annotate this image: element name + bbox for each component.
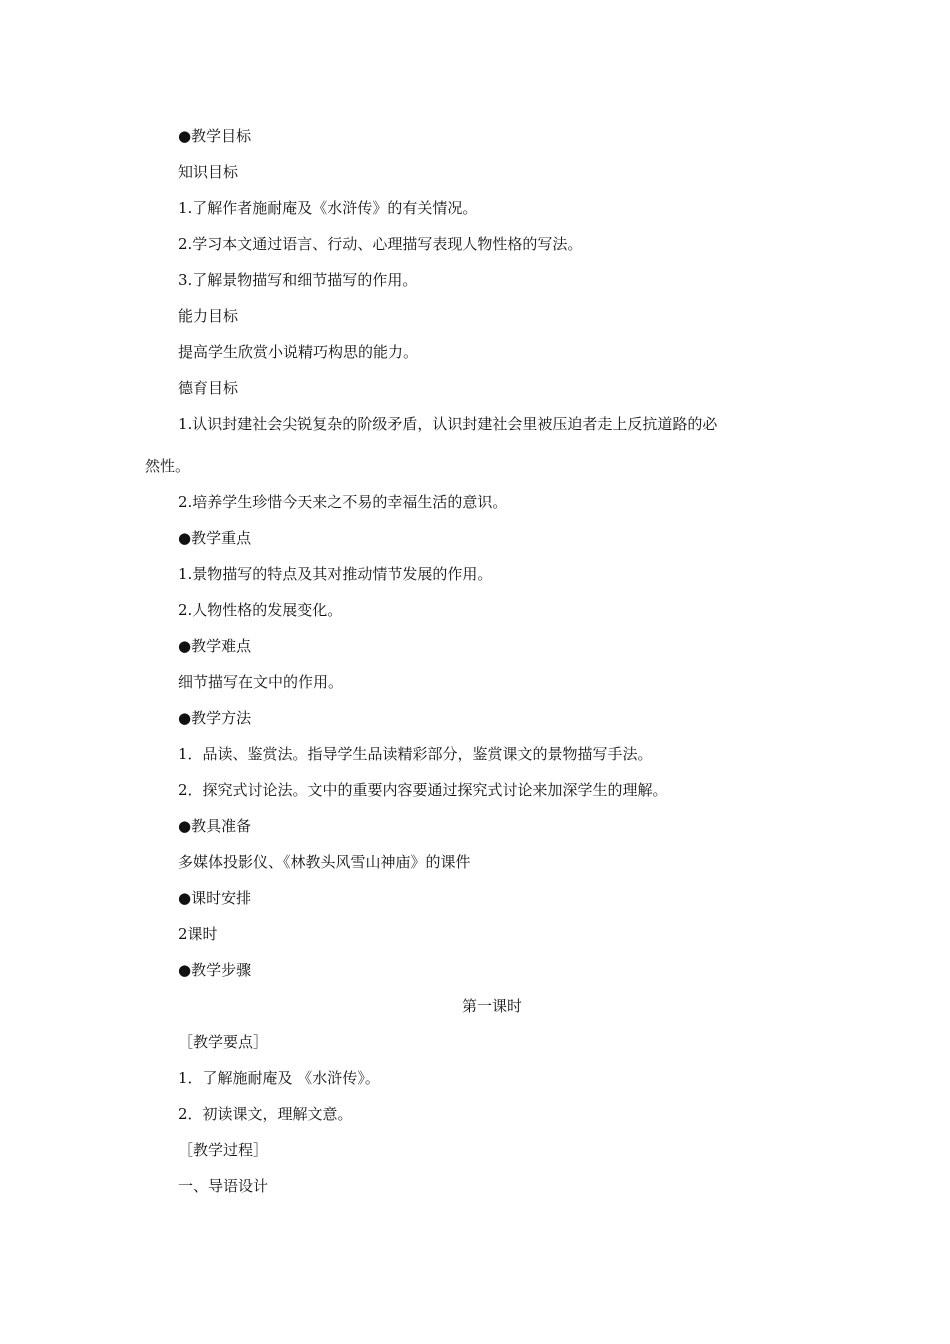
subheading-teaching-process: ［教学过程］ (178, 1141, 269, 1159)
subheading-ability: 能力目标 (178, 307, 239, 325)
paragraph: 细节描写在文中的作用。 (178, 673, 344, 691)
paragraph: 多媒体投影仪、《林教头风雪山神庙》的课件 (178, 853, 471, 871)
section-heading-objectives: ●教学目标 (178, 127, 252, 145)
section-heading-difficulties: ●教学难点 (178, 637, 252, 655)
paragraph: 3.了解景物描写和细节描写的作用。 (178, 271, 418, 289)
paragraph: 2.学习本文通过语言、行动、心理描写表现人物性格的写法。 (178, 235, 583, 253)
section-heading-methods: ●教学方法 (178, 709, 252, 727)
section-heading-materials: ●教具准备 (178, 817, 252, 835)
paragraph: 2．探究式讨论法。文中的重要内容要通过探究式讨论来加深学生的理解。 (178, 781, 668, 799)
paragraph: 1.景物描写的特点及其对推动情节发展的作用。 (178, 565, 493, 583)
paragraph: 2.培养学生珍惜今天来之不易的幸福生活的意识。 (178, 493, 508, 511)
paragraph: 1．品读、鉴赏法。指导学生品读精彩部分，鉴赏课文的景物描写手法。 (178, 745, 653, 763)
subheading-moral: 德育目标 (178, 379, 239, 397)
subheading-lesson-points: ［教学要点］ (178, 1033, 269, 1051)
paragraph: 1.认识封建社会尖锐复杂的阶级矛盾，认识封建社会里被压迫者走上反抗道路的必 (178, 415, 718, 433)
subheading-knowledge: 知识目标 (178, 163, 239, 181)
lesson-title: 第一课时 (461, 997, 522, 1015)
paragraph: 2．初读课文，理解文意。 (178, 1105, 353, 1123)
section-heading-steps: ●教学步骤 (178, 961, 252, 979)
section-heading-schedule: ●课时安排 (178, 889, 252, 907)
paragraph-continuation: 然性。 (145, 457, 191, 475)
paragraph: 提高学生欣赏小说精巧构思的能力。 (178, 343, 419, 361)
section-heading-key-points: ●教学重点 (178, 529, 252, 547)
paragraph: 1．了解施耐庵及 《水浒传》。 (178, 1069, 380, 1087)
paragraph: 2课时 (178, 925, 218, 943)
paragraph: 一、导语设计 (178, 1177, 269, 1195)
paragraph: 1.了解作者施耐庵及《水浒传》的有关情况。 (178, 199, 478, 217)
paragraph: 2.人物性格的发展变化。 (178, 601, 343, 619)
